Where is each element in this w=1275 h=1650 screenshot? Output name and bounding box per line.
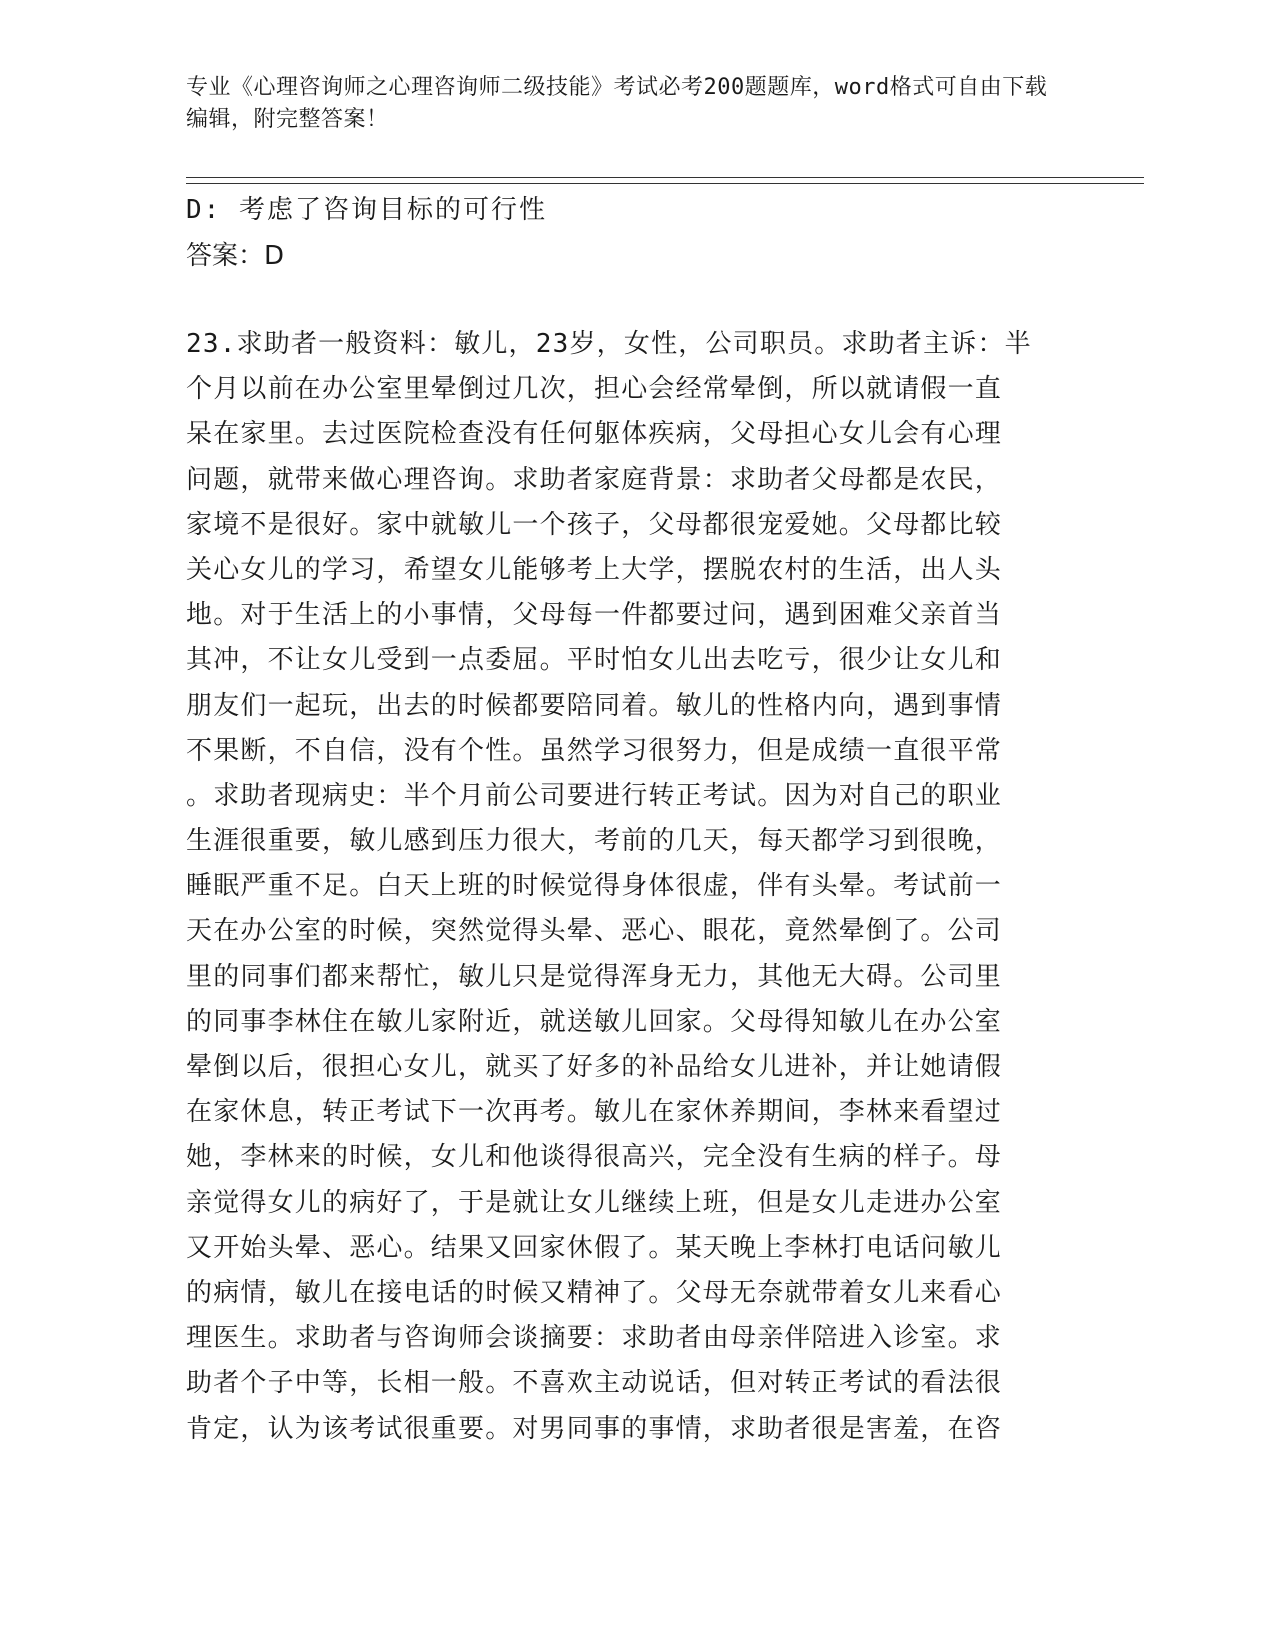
question-line: 家境不是很好。家中就敏儿一个孩子，父母都很宠爱她。父母都比较 [186,509,1003,540]
question-line: 朋友们一起玩，出去的时候都要陪同着。敏儿的性格内向，遇到事情 [186,690,1003,721]
question-line: 。求助者现病史：半个月前公司要进行转正考试。因为对自己的职业 [186,780,1003,811]
header-divider-top [186,177,1144,178]
question-line: 她，李林来的时候，女儿和他谈得很高兴，完全没有生病的样子。母 [186,1142,1003,1173]
answer-line: 答案：D [186,241,285,271]
question-line: 不果断，不自信，没有个性。虽然学习很努力，但是成绩一直很平常 [186,735,1003,766]
header-divider-bottom [186,183,1144,184]
question-line: 问题，就带来做心理咨询。求助者家庭背景：求助者父母都是农民， [186,464,1003,495]
question-line: 的同事李林住在敏儿家附近，就送敏儿回家。父母得知敏儿在办公室 [186,1006,1003,1037]
question-line: 关心女儿的学习，希望女儿能够考上大学，摆脱农村的生活，出人头 [186,554,1003,585]
question-line: 晕倒以后，很担心女儿，就买了好多的补品给女儿进补，并让她请假 [186,1052,1003,1082]
question-line: 亲觉得女儿的病好了，于是就让女儿继续上班，但是女儿走进办公室 [186,1187,1003,1218]
question-line: 呆在家里。去过医院检查没有任何躯体疾病，父母担心女儿会有心理 [186,419,1003,450]
question-line: 助者个子中等，长相一般。不喜欢主动说话，但对转正考试的看法很 [186,1368,1003,1399]
question-line: 肯定，认为该考试很重要。对男同事的事情，求助者很是害羞，在咨 [186,1413,1003,1444]
question-line: 里的同事们都来帮忙，敏儿只是觉得浑身无力，其他无大碍。公司里 [186,961,1003,992]
question-line: 个月以前在办公室里晕倒过几次，担心会经常晕倒，所以就请假一直 [186,374,1003,405]
question-23 [186,322,1086,1452]
question-line: 生涯很重要，敏儿感到压力很大，考前的几天，每天都学习到很晚， [186,826,1003,857]
question-line: 地。对于生活上的小事情，父母每一件都要过问，遇到困难父亲首当 [186,600,1003,631]
option-d: D: 考虑了咨询目标的可行性 [186,195,547,225]
question-line: 在家休息，转正考试下一次再考。敏儿在家休养期间，李林来看望过 [186,1097,1003,1128]
question-line: 天在办公室的时候，突然觉得头晕、恶心、眼花，竟然晕倒了。公司 [186,916,1003,947]
question-line: 睡眠严重不足。白天上班的时候觉得身体很虚，伴有头晕。考试前一 [186,871,1003,902]
question-line: 的病情，敏儿在接电话的时候又精神了。父母无奈就带着女儿来看心 [186,1277,1003,1308]
question-line: 理医生。求助者与咨询师会谈摘要：求助者由母亲伴陪进入诊室。求 [186,1323,1003,1354]
question-line: 又开始头晕、恶心。结果又回家休假了。某天晚上李林打电话问敏儿 [186,1232,1003,1263]
question-line: 23.求助者一般资料：敏儿，23岁，女性，公司职员。求助者主诉：半 [186,329,1032,359]
page-header: 专业《心理咨询师之心理咨询师二级技能》考试必考200题题库，word格式可自由下载编辑，附完整答案！ [186,75,1048,132]
question-line: 其冲，不让女儿受到一点委屈。平时怕女儿出去吃亏，很少让女儿和 [186,645,1003,676]
